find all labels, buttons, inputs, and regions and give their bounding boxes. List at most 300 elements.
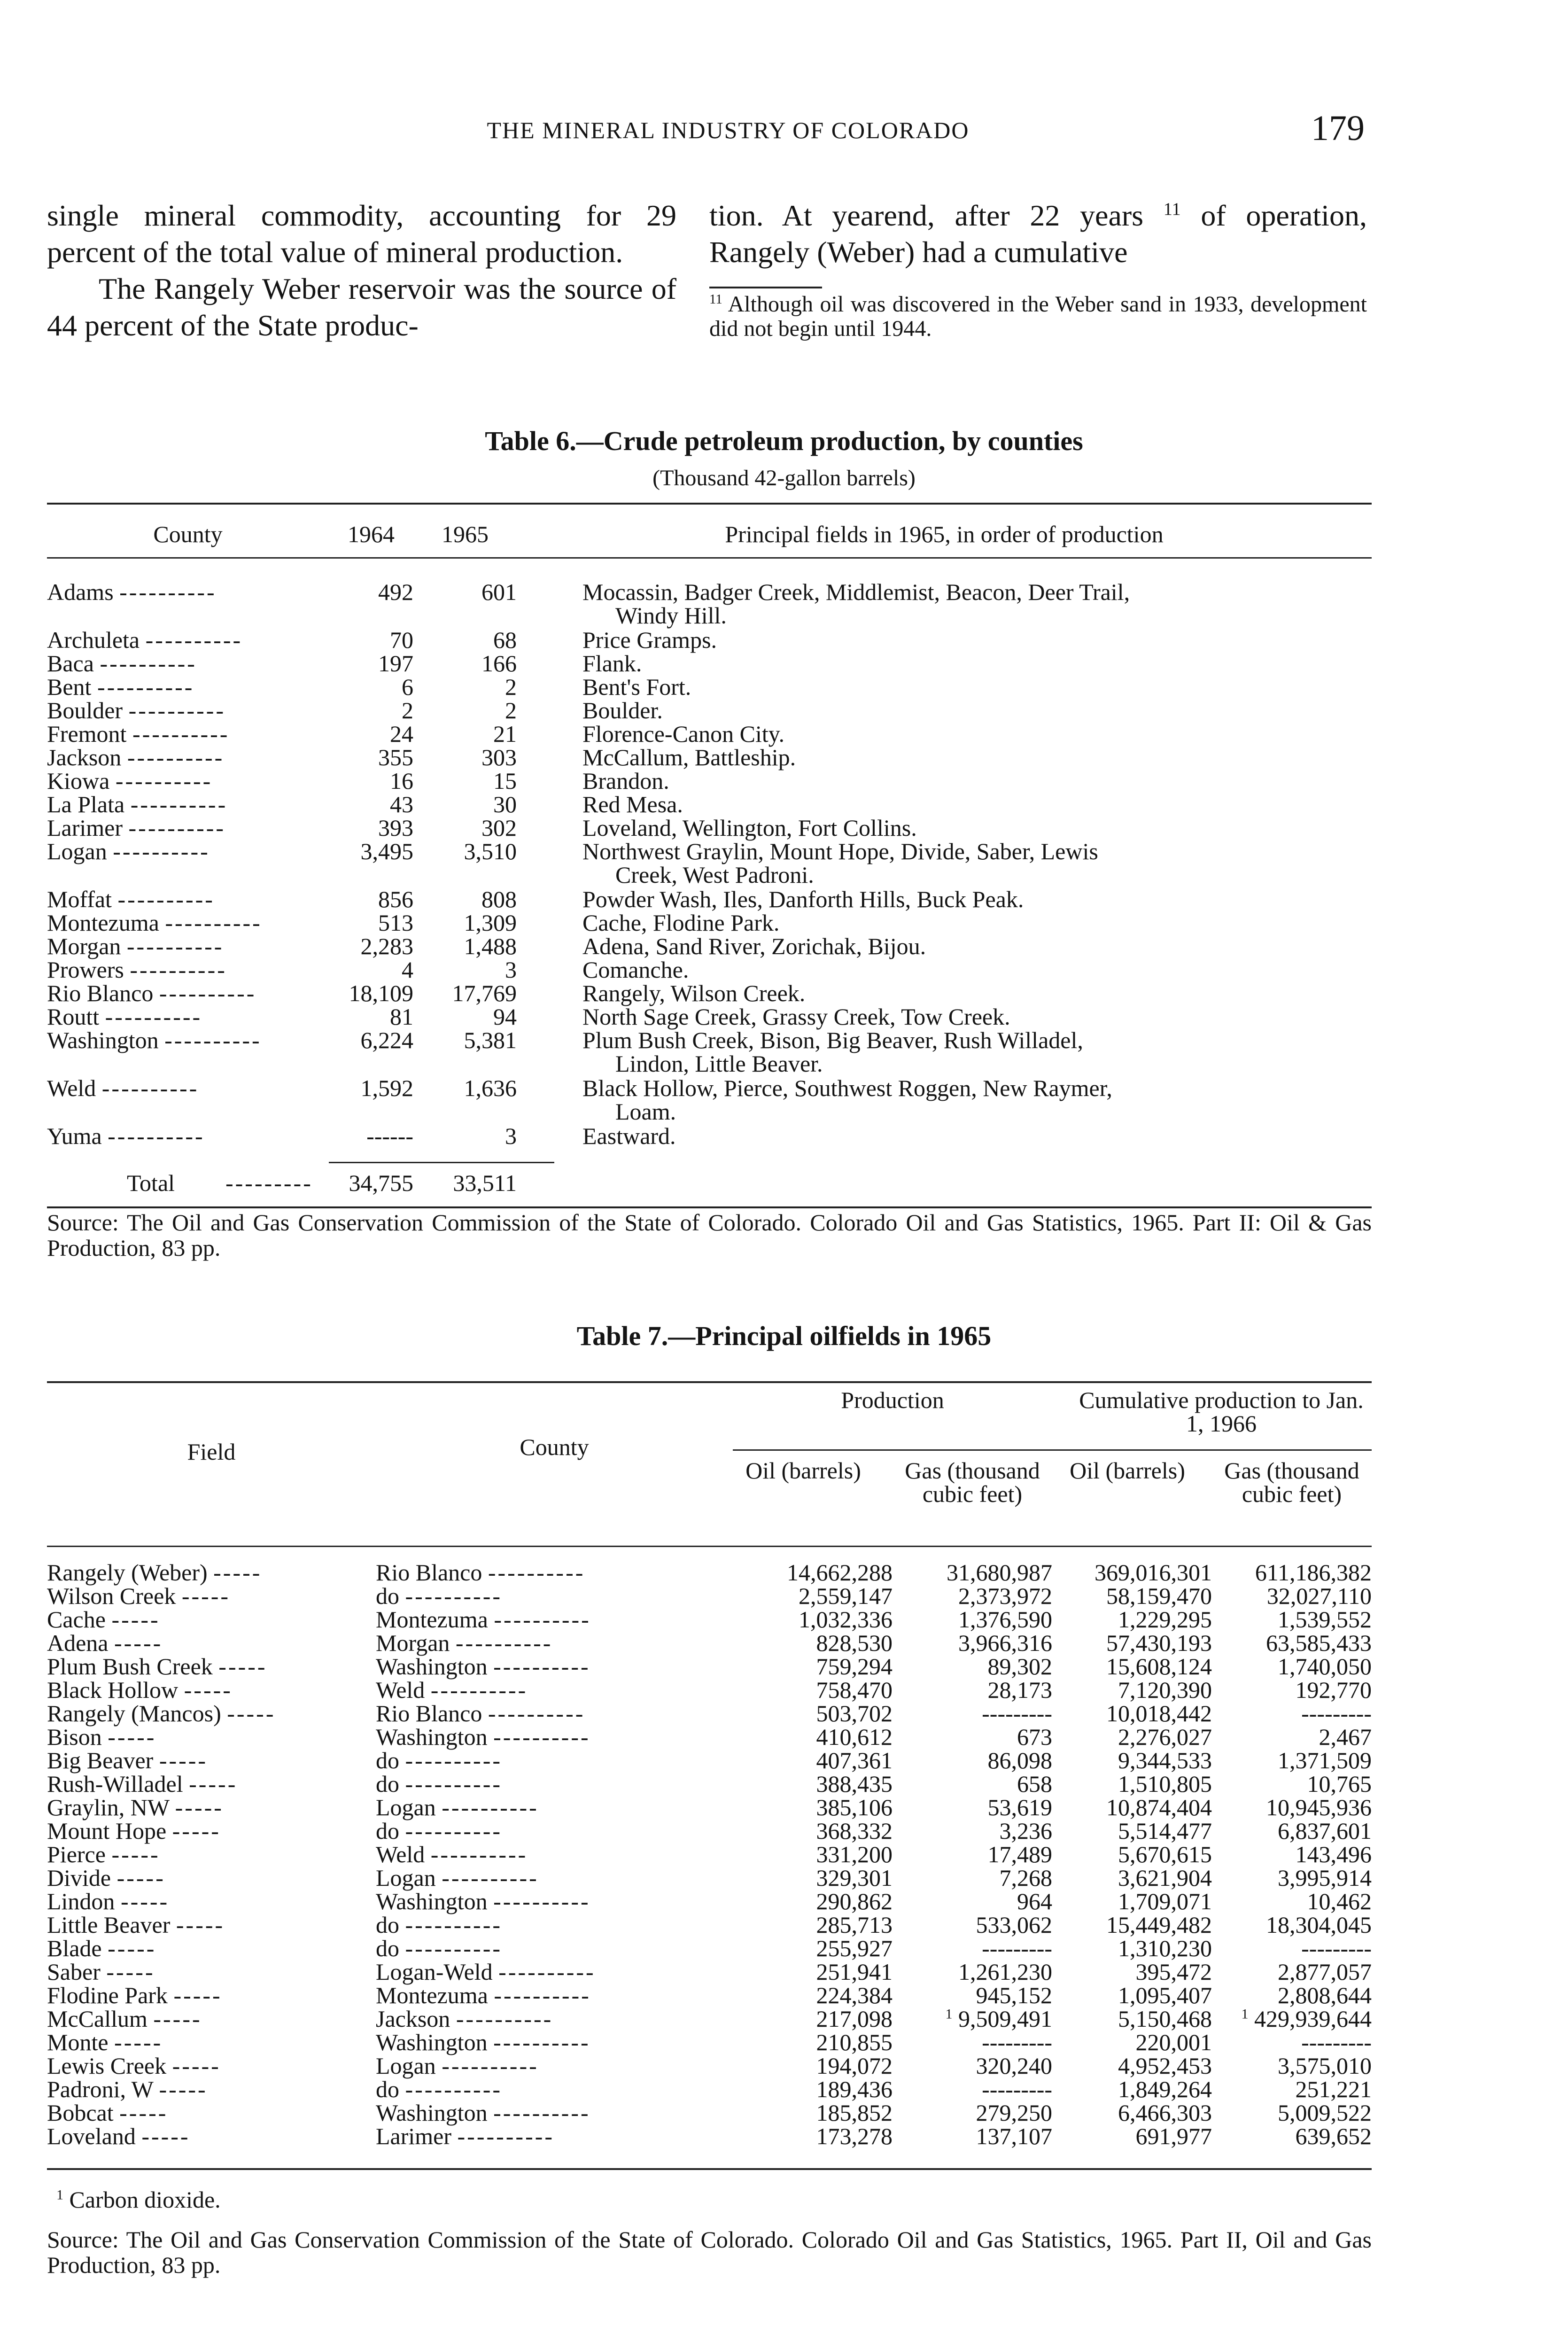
table7-leader: ---------- <box>405 1771 503 1797</box>
table6-fields-line1: Comanche. <box>582 957 689 983</box>
table6-fields <box>517 981 1372 1005</box>
table6-1964: 2 <box>402 697 413 723</box>
table7-cum-gas-value: 18,304,045 <box>1266 1912 1372 1938</box>
table7-cum-oil: 1,229,295 <box>1118 1606 1212 1633</box>
table6-header-fields: Principal fields in 1965, in order of production <box>725 521 1164 547</box>
table7-gas-value: --------- <box>982 1935 1052 1961</box>
table7-county <box>376 2101 733 2124</box>
table7-gas-value: 89,302 <box>987 1653 1052 1680</box>
table6-1965: 30 <box>493 791 517 817</box>
table7-county-name: Washington <box>376 2100 488 2126</box>
table7-leader: ---------- <box>488 1559 585 1586</box>
table7-field-name: Rangely (Mancos) <box>47 1700 221 1727</box>
table6-leader: ---------- <box>105 1003 202 1030</box>
table6-county-name: Jackson <box>47 744 122 770</box>
table7-cum-gas <box>1212 2124 1372 2148</box>
table6-county <box>47 840 329 887</box>
table7-gas-value: 7,268 <box>999 1865 1052 1891</box>
table7-county-name: do <box>376 1583 399 1609</box>
table7-cum-gas <box>1212 1890 1372 1913</box>
table7-header-cum-oil: Oil (barrels) <box>1070 1457 1185 1484</box>
table6-leader: ---------- <box>130 957 227 983</box>
table7-oil: 185,852 <box>816 2100 893 2126</box>
right-paragraph-1-start: tion. At yearend, after 22 years <box>709 199 1144 232</box>
table6-1964: 24 <box>390 721 413 747</box>
table7-field <box>47 1584 376 1608</box>
table7-field <box>47 2124 376 2148</box>
table6-row <box>47 981 1372 1005</box>
table7-cum-gas-value: 6,837,601 <box>1278 1818 1372 1844</box>
table7-leader: ----- <box>119 2100 168 2126</box>
table6-1964: 3,495 <box>360 838 413 864</box>
table7-oil: 189,436 <box>816 2076 893 2102</box>
table6-fields-line1: Cache, Flodine Park. <box>582 910 780 936</box>
table6-leader: ---------- <box>159 980 256 1006</box>
table7-cum-gas <box>1212 1631 1372 1655</box>
table6-row <box>47 652 1372 675</box>
table7-oil: 759,294 <box>816 1653 893 1680</box>
table7-body <box>47 1561 1372 2148</box>
running-title: THE MINERAL INDUSTRY OF COLORADO <box>487 117 970 143</box>
table6-1964: 70 <box>390 627 413 653</box>
table7-county <box>376 1584 733 1608</box>
table7-gas <box>893 1584 1052 1608</box>
table7-gas-value: --------- <box>982 1700 1052 1727</box>
table6-fields <box>517 1076 1372 1123</box>
table7-oil: 758,470 <box>816 1677 893 1703</box>
table6-leader: ---------- <box>100 650 197 677</box>
table7-row <box>47 1866 1372 1890</box>
table7-county <box>376 1678 733 1702</box>
table7-gas <box>893 1866 1052 1890</box>
table7-cum-gas-value: 10,945,936 <box>1266 1794 1372 1820</box>
table6-header-county: County <box>153 521 223 547</box>
table6-county-name: Logan <box>47 838 107 864</box>
table7-gas-value: --------- <box>982 2029 1052 2055</box>
table6-row <box>47 580 1372 627</box>
table6-county-name: Adams <box>47 579 114 605</box>
table7-gas-value: 320,240 <box>976 2053 1052 2079</box>
table7-cum-gas <box>1212 1608 1372 1631</box>
table7-row <box>47 1655 1372 1678</box>
table7-cum-gas <box>1212 2054 1372 2077</box>
table7-row <box>47 1631 1372 1655</box>
table6-1965: 5,381 <box>464 1027 517 1053</box>
table7-leader: ----- <box>120 1888 170 1914</box>
table7-cum-oil: 1,709,071 <box>1118 1888 1212 1914</box>
table7-cum-gas-value: 192,770 <box>1295 1677 1372 1703</box>
table7-footnote <box>56 2187 1372 2212</box>
table6-header-rule <box>47 557 1372 559</box>
table7-cum-gas-value: --------- <box>1301 2029 1372 2055</box>
table7-cum-gas <box>1212 1819 1372 1843</box>
table7-cum-oil: 10,874,404 <box>1106 1794 1212 1820</box>
table7-row <box>47 1937 1372 1960</box>
table7-county-name: do <box>376 1935 399 1961</box>
table6-fields <box>517 958 1372 981</box>
table7-leader: ----- <box>159 1747 208 1773</box>
table7-field-name: Bobcat <box>47 2100 114 2126</box>
table7-county <box>376 1655 733 1678</box>
table6-1964: 492 <box>378 579 413 605</box>
table7-county <box>376 1937 733 1960</box>
table7-field <box>47 1937 376 1960</box>
footnote-11 <box>709 292 1367 341</box>
table7-county <box>376 1749 733 1772</box>
table6-county-name: Baca <box>47 650 94 677</box>
table7-leader: ----- <box>227 1700 276 1727</box>
table7-leader: ---------- <box>442 2053 539 2079</box>
table6-county-name: La Plata <box>47 791 125 817</box>
page-number: 179 <box>1311 109 1365 148</box>
table7-gas-value: 658 <box>1017 1771 1052 1797</box>
table7-field <box>47 1702 376 1725</box>
table7-row <box>47 1725 1372 1749</box>
table7-header-gas: Gas (thousand cubic feet) <box>905 1457 1040 1507</box>
table7-row <box>47 2007 1372 2030</box>
table7-gas <box>893 1655 1052 1678</box>
table7-row <box>47 1608 1372 1631</box>
table7-field-name: Wilson Creek <box>47 1583 176 1609</box>
table6-fields <box>517 722 1372 746</box>
table6-source: Source: The Oil and Gas Conservation Commission of the State of Colorado. Colorado Oil and Gas Statistics, 1965. Part II: Oil & Gas Production, 83 pp. <box>47 1209 1372 1261</box>
table7-leader: ----- <box>172 2053 221 2079</box>
table7-oil: 217,098 <box>816 2006 893 2032</box>
table6-1965: 15 <box>493 768 517 794</box>
table6-row <box>47 1076 1372 1123</box>
table7-leader: ---------- <box>405 1583 503 1609</box>
table7-leader: ----- <box>181 1583 231 1609</box>
left-paragraph-2: The Rangely Weber reservoir was the source of 44 percent of the State produc- <box>47 272 676 342</box>
table7-header-cumulative: Cumulative production to Jan. 1, 1966 <box>1079 1387 1364 1437</box>
table6-1965: 68 <box>493 627 517 653</box>
table7-oil: 388,435 <box>816 1771 893 1797</box>
table6-county-name: Larimer <box>47 815 123 841</box>
table7-county <box>376 1561 733 1584</box>
table6-row <box>47 746 1372 769</box>
table7-gas <box>893 1678 1052 1702</box>
table7-county-name: Logan <box>376 1794 436 1820</box>
table7-county <box>376 1843 733 1866</box>
table7-leader: ----- <box>116 1865 165 1891</box>
table7-county-name: Rio Blanco <box>376 1559 482 1586</box>
right-paragraph-1 <box>709 197 1367 271</box>
table7-cum-gas <box>1212 1678 1372 1702</box>
table6-fields-line1: Powder Wash, Iles, Danforth Hills, Buck Peak. <box>582 886 1024 912</box>
table7-leader: ---------- <box>405 1912 503 1938</box>
table6-1965: 17,769 <box>452 980 517 1006</box>
table6-1964: 16 <box>390 768 413 794</box>
table7-row <box>47 1796 1372 1819</box>
table6-total-leader: --------- <box>225 1170 313 1196</box>
table7-county <box>376 2030 733 2054</box>
table6-row <box>47 1124 1372 1148</box>
table7-field <box>47 1819 376 1843</box>
table7-field-name: Lewis Creek <box>47 2053 167 2079</box>
table7-gas <box>893 1937 1052 1960</box>
table6-leader: ---------- <box>97 674 194 700</box>
table7-leader: ---------- <box>457 2123 555 2149</box>
table6-leader: ---------- <box>101 1075 199 1101</box>
table6-1964: 393 <box>378 815 413 841</box>
table6-1964: 355 <box>378 744 413 770</box>
table7-row <box>47 1890 1372 1913</box>
table7-cum-gas-mark: 1 <box>1241 2006 1249 2022</box>
table7-field <box>47 2077 376 2101</box>
table7-cum-gas <box>1212 1937 1372 1960</box>
table6-leader: ---------- <box>132 721 230 747</box>
table7-leader: ---------- <box>493 2100 590 2126</box>
table6-county-name: Bent <box>47 674 92 700</box>
table7-header <box>47 1388 1372 1543</box>
table6-county-name: Rio Blanco <box>47 980 154 1006</box>
table7-field-name: Cache <box>47 1606 106 1633</box>
table7-county <box>376 1608 733 1631</box>
table6-row <box>47 934 1372 958</box>
table6-county <box>47 746 329 769</box>
table7-leader: ----- <box>108 1935 156 1961</box>
table7-field-name: Graylin, NW <box>47 1794 170 1820</box>
table7-leader: ----- <box>153 2006 202 2032</box>
table6-row <box>47 793 1372 816</box>
table6-fields <box>517 1028 1372 1075</box>
table6-fields-line1: Red Mesa. <box>582 791 683 817</box>
table7-leader: ----- <box>106 1959 155 1985</box>
table7-oil: 173,278 <box>816 2123 893 2149</box>
table7-field <box>47 1561 376 1584</box>
table7-cum-gas-value: 3,575,010 <box>1278 2053 1372 2079</box>
table7-field-name: Padroni, W <box>47 2076 153 2102</box>
table7-field-name: Pierce <box>47 1841 106 1867</box>
table7-field <box>47 1843 376 1866</box>
table7-county-name: Logan <box>376 2053 436 2079</box>
table7-county <box>376 1631 733 1655</box>
table7-oil: 828,530 <box>816 1630 893 1656</box>
table7-oil: 407,361 <box>816 1747 893 1773</box>
table6-county <box>47 816 329 840</box>
table7-leader: ---------- <box>430 1841 528 1867</box>
table6-fields-line1: Loveland, Wellington, Fort Collins. <box>582 815 917 841</box>
table7-cum-oil: 2,276,027 <box>1118 1724 1212 1750</box>
table7-gas <box>893 1796 1052 1819</box>
table7-cum-gas-value: --------- <box>1301 1935 1372 1961</box>
table7-cum-oil: 369,016,301 <box>1094 1559 1212 1586</box>
table7-field-name: Divide <box>47 1865 111 1891</box>
table7-oil: 1,032,336 <box>799 1606 893 1633</box>
table7-field <box>47 1960 376 1983</box>
table7-cum-gas-value: --------- <box>1301 1700 1372 1727</box>
table7-gas <box>893 1913 1052 1937</box>
table7 <box>47 1561 1372 2148</box>
table6-leader: ---------- <box>127 744 225 770</box>
table6-county-name: Kiowa <box>47 768 110 794</box>
table6-county-name: Boulder <box>47 697 123 723</box>
table6-county <box>47 652 329 675</box>
table7-cum-oil: 15,608,124 <box>1106 1653 1212 1680</box>
table7-cum-gas-value: 143,496 <box>1295 1841 1372 1867</box>
table7-cum-gas <box>1212 1796 1372 1819</box>
table7-cum-gas-value: 2,877,057 <box>1278 1959 1372 1985</box>
table7-gas <box>893 1631 1052 1655</box>
table6-total-rule <box>329 1162 554 1163</box>
table6-county <box>47 1028 329 1075</box>
table6-fields-line2: Creek, West Padroni. <box>615 862 814 888</box>
table7-gas-value: 28,173 <box>987 1677 1052 1703</box>
table7-gas <box>893 1983 1052 2007</box>
table6-1964: 856 <box>378 886 413 912</box>
table7-county-name: Morgan <box>376 1630 450 1656</box>
table7-source: Source: The Oil and Gas Conservation Commission of the State of Colorado. Colorado Oil and Gas Statistics, 1965. Part II, Oil and Gas Production, 83 pp. <box>47 2226 1372 2278</box>
table7-county-name: do <box>376 1747 399 1773</box>
table6-county <box>47 793 329 816</box>
table6-row <box>47 1028 1372 1075</box>
table7-cum-oil: 5,150,468 <box>1118 2006 1212 2032</box>
table7-cum-oil: 220,001 <box>1135 2029 1212 2055</box>
table6-1964: 2,283 <box>360 933 413 959</box>
table7-field <box>47 2030 376 2054</box>
table6-row <box>47 816 1372 840</box>
table7-footnote-mark: 1 <box>56 2187 63 2203</box>
table7-cum-gas <box>1212 1843 1372 1866</box>
table6-body <box>47 580 1372 1148</box>
table6-fields-line1: Adena, Sand River, Zorichak, Bijou. <box>582 933 926 959</box>
table7-leader: ----- <box>213 1559 262 1586</box>
table6-row <box>47 1005 1372 1028</box>
table7-oil: 2,559,147 <box>799 1583 893 1609</box>
table7-leader: ---------- <box>442 1865 539 1891</box>
table6-1965: 1,488 <box>464 933 517 959</box>
table7-gas-value: 86,098 <box>987 1747 1052 1773</box>
table7-row <box>47 1819 1372 1843</box>
table7-county-name: Rio Blanco <box>376 1700 482 1727</box>
table6-county <box>47 958 329 981</box>
table6-fields-line1: North Sage Creek, Grassy Creek, Tow Creek. <box>582 1003 1010 1030</box>
table7-field <box>47 1749 376 1772</box>
table7-gas <box>893 1702 1052 1725</box>
table6-1965: 3 <box>505 1123 517 1149</box>
table7-cum-gas-value: 1,539,552 <box>1278 1606 1372 1633</box>
table6-total-1965: 33,511 <box>453 1170 517 1196</box>
table7-county-name: do <box>376 2076 399 2102</box>
table6-fields-line1: Rangely, Wilson Creek. <box>582 980 806 1006</box>
table7-subheader-rule <box>733 1449 1372 1451</box>
table6-1965: 3 <box>505 957 517 983</box>
table6-1964: ------ <box>366 1123 413 1149</box>
table7-field-name: Loveland <box>47 2123 136 2149</box>
table7-leader: ---------- <box>494 1982 591 2008</box>
table6-county-name: Archuleta <box>47 627 140 653</box>
table7-cum-oil: 3,621,904 <box>1118 1865 1212 1891</box>
table7-county <box>376 2124 733 2148</box>
table7-gas-value: 964 <box>1017 1888 1052 1914</box>
table7-field-name: McCallum <box>47 2006 147 2032</box>
table6-1965: 2 <box>505 674 517 700</box>
table6-fields <box>517 793 1372 816</box>
table7-field-name: Little Beaver <box>47 1912 171 1938</box>
table6-leader: ---------- <box>126 933 224 959</box>
table6-fields-line1: Flank. <box>582 650 642 677</box>
table6-leader: ---------- <box>165 910 262 936</box>
table7-oil: 210,855 <box>816 2029 893 2055</box>
table7-field-name: Black Hollow <box>47 1677 179 1703</box>
table7-header-field: Field <box>187 1439 236 1465</box>
table7-row <box>47 2101 1372 2124</box>
table6-fields-line1: Northwest Graylin, Mount Hope, Divide, Saber, Lewis <box>582 838 1098 864</box>
table6-county-name: Washington <box>47 1027 159 1053</box>
table7-cum-gas <box>1212 1702 1372 1725</box>
table7-gas <box>893 2101 1052 2124</box>
table7-leader: ----- <box>159 2076 208 2102</box>
table7-county-name: Washington <box>376 1888 488 1914</box>
table6-fields <box>517 911 1372 934</box>
table6-row <box>47 840 1372 887</box>
table7-leader: ----- <box>175 1794 224 1820</box>
table7-county <box>376 1983 733 2007</box>
table6-county <box>47 1005 329 1028</box>
table7-cum-gas <box>1212 1655 1372 1678</box>
table7-field-name: Rush-Willadel <box>47 1771 183 1797</box>
table7-gas-value: 533,062 <box>976 1912 1052 1938</box>
table7-cum-oil: 5,514,477 <box>1118 1818 1212 1844</box>
table7-county <box>376 1796 733 1819</box>
table7-title: Table 7.—Principal oilfields in 1965 <box>576 1321 992 1351</box>
table6-county <box>47 887 329 911</box>
table7-cum-gas <box>1212 2101 1372 2124</box>
table7-county <box>376 1702 733 1725</box>
table6-1965: 94 <box>493 1003 517 1030</box>
right-paragraph-1-end: of operation, Rangely (Weber) had a cumulative <box>709 199 1367 269</box>
table7-leader: ---------- <box>493 1653 590 1680</box>
table7-gas <box>893 1843 1052 1866</box>
table7-header-production: Production <box>841 1387 944 1413</box>
table7-field <box>47 1655 376 1678</box>
table6-fields-line2: Windy Hill. <box>615 602 727 629</box>
table7-county-name: do <box>376 1818 399 1844</box>
table6-county <box>47 628 329 652</box>
table7-leader: ----- <box>111 1841 160 1867</box>
table7-oil: 290,862 <box>816 1888 893 1914</box>
table6-1964: 18,109 <box>349 980 413 1006</box>
table7-cum-gas-value: 639,652 <box>1295 2123 1372 2149</box>
table6-1965: 21 <box>493 721 517 747</box>
table7-county <box>376 1725 733 1749</box>
table7-gas <box>893 2054 1052 2077</box>
table7-gas <box>893 2124 1052 2148</box>
table7-leader: ---------- <box>405 2076 503 2102</box>
table7-leader: ----- <box>176 1912 225 1938</box>
table7-gas <box>893 1819 1052 1843</box>
table7-header-rule <box>47 1546 1372 1547</box>
table6-1965: 1,309 <box>464 910 517 936</box>
table7-cum-gas <box>1212 1584 1372 1608</box>
table6-leader: ---------- <box>113 838 210 864</box>
table6-1965: 808 <box>481 886 517 912</box>
table7-cum-oil: 4,952,453 <box>1118 2053 1212 2079</box>
table7-cum-gas-value: 10,765 <box>1307 1771 1372 1797</box>
table6-leader: ---------- <box>164 1027 262 1053</box>
table7-field-name: Bison <box>47 1724 102 1750</box>
table6-county-name: Yuma <box>47 1123 102 1149</box>
table7-field <box>47 1772 376 1796</box>
table7-gas-value: 673 <box>1017 1724 1052 1750</box>
table7-row <box>47 2124 1372 2148</box>
table7-leader: ---------- <box>488 1700 585 1727</box>
table7-cum-gas <box>1212 1983 1372 2007</box>
table6-county <box>47 934 329 958</box>
table7-leader: ----- <box>114 2029 163 2055</box>
table7-gas <box>893 2077 1052 2101</box>
table6-header-1965: 1965 <box>442 521 489 547</box>
